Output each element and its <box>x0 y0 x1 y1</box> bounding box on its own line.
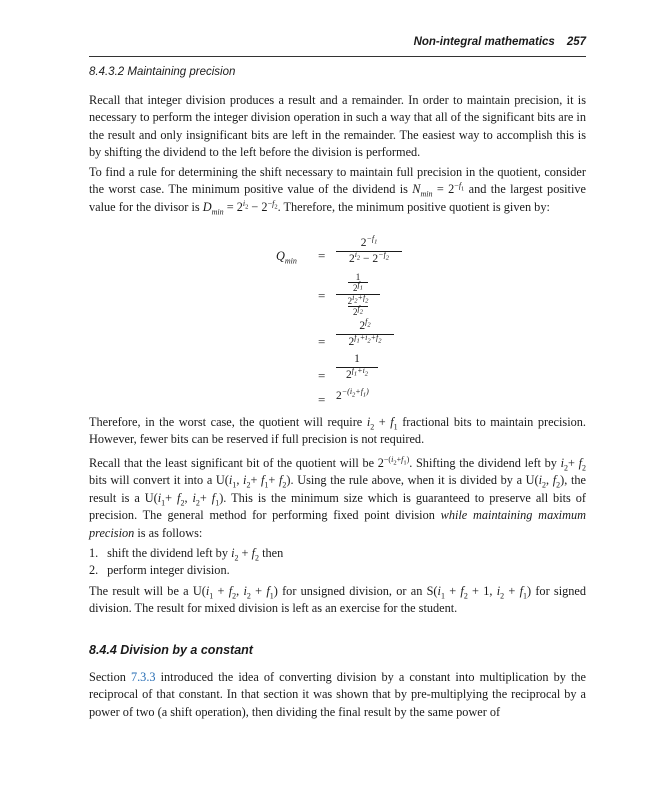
section-heading: 8.4.4 Division by a constant <box>89 643 253 657</box>
equals-sign: = <box>318 288 326 303</box>
list-item: 2. perform integer division. <box>89 563 230 577</box>
section-link[interactable]: 7.3.3 <box>130 670 156 684</box>
result-expression: $2^{-(i_2+f_1)}$ <box>336 387 369 402</box>
running-header <box>89 36 586 54</box>
equals-sign: = <box>318 334 326 349</box>
paragraph-6: Section 7.3.3 introduced the idea of converting division by a constant into multiplication by the reciprocal of that constant. In that section it was shown that by pre-multiplying the reciprocal by a power of two (a shift operation), then dividing the final result by the same power of <box>89 670 587 719</box>
header-title: Non-integral mathematics <box>413 36 555 48</box>
fraction-2: 1 $2^{f_1}$ $2^{i_2+f_2}$ $2^{f_2}$ <box>336 272 380 317</box>
equals-sign: = <box>318 368 326 383</box>
paragraph-3: Therefore, in the worst case, the quotient will require $i_2 + f_1$ fractional bits to maintain precision. However, fewer bits can be reserved if full precision is not required. <box>89 415 586 447</box>
paragraph-5: The result will be a $U(i_1 + f_2$, $i_2 + f_1$) for unsigned division, or an $S(i_1 + f_2 + 1$, $i_2 + f_1$) for signed division. The result for mixed division is left as an exercise for the student. <box>89 584 587 616</box>
list-item: 1. shift the dividend left by $i_2 + f_2$ then <box>89 546 284 563</box>
header-rule <box>89 56 586 57</box>
fraction-4: 1 $2^{f_1+i_2}$ <box>336 353 378 382</box>
subsection-heading: 8.4.3.2 Maintaining precision <box>89 66 236 78</box>
equals-sign: = <box>318 392 326 407</box>
paragraph-1: Recall that integer division produces a result and a remainder. In order to maintain precision, it is necessary to perform the integer division operation in such a way that all of the significant bits are in the result and only insignificant bits are left in the remainder. The easiest way to accomplish this is by shifting the dividend to the left before the division is performed. <box>89 93 586 160</box>
paragraph-2: To find a rule for determining the shift necessary to maintain full precision in the quotient, consider the worst case. The minimum positive value of the dividend is $N_{min} = 2^{-f_1}$ and the largest positive value for the divisor is $D_{min} = 2^{i_2} - 2^{-f_2}$. Therefore, the minimum positive quotient is given by: <box>89 165 586 217</box>
page-number: 257 <box>566 36 586 48</box>
fraction-1: $2^{-f_1}$ $2^{i_2} - 2^{-f_2}$ <box>336 237 402 266</box>
equals-sign: = <box>318 248 326 263</box>
q-min-symbol: $Q_{min}$ <box>276 249 297 266</box>
fraction-3: $2^{f_2}$ $2^{f_1+i_2+f_2}$ <box>336 320 394 349</box>
paragraph-4: Recall that the least significant bit of the quotient will be $2^{-(i_2+f_1)}$. Shifting the dividend left by $i_2+ f_2$ bits will convert it into a $U(i_1$, $i_2+ f_1+ f_2$). Using the rule above, when it is divided by a $U(i_2$, $f_2$), the result is a $U(i_1+ f_2$, $i_2+ f_1$). This is the minimum size which is guaranteed to preserve all bits of precision. The general method for performing fixed point division while maintaining maximum precision is as follows: <box>89 454 587 540</box>
